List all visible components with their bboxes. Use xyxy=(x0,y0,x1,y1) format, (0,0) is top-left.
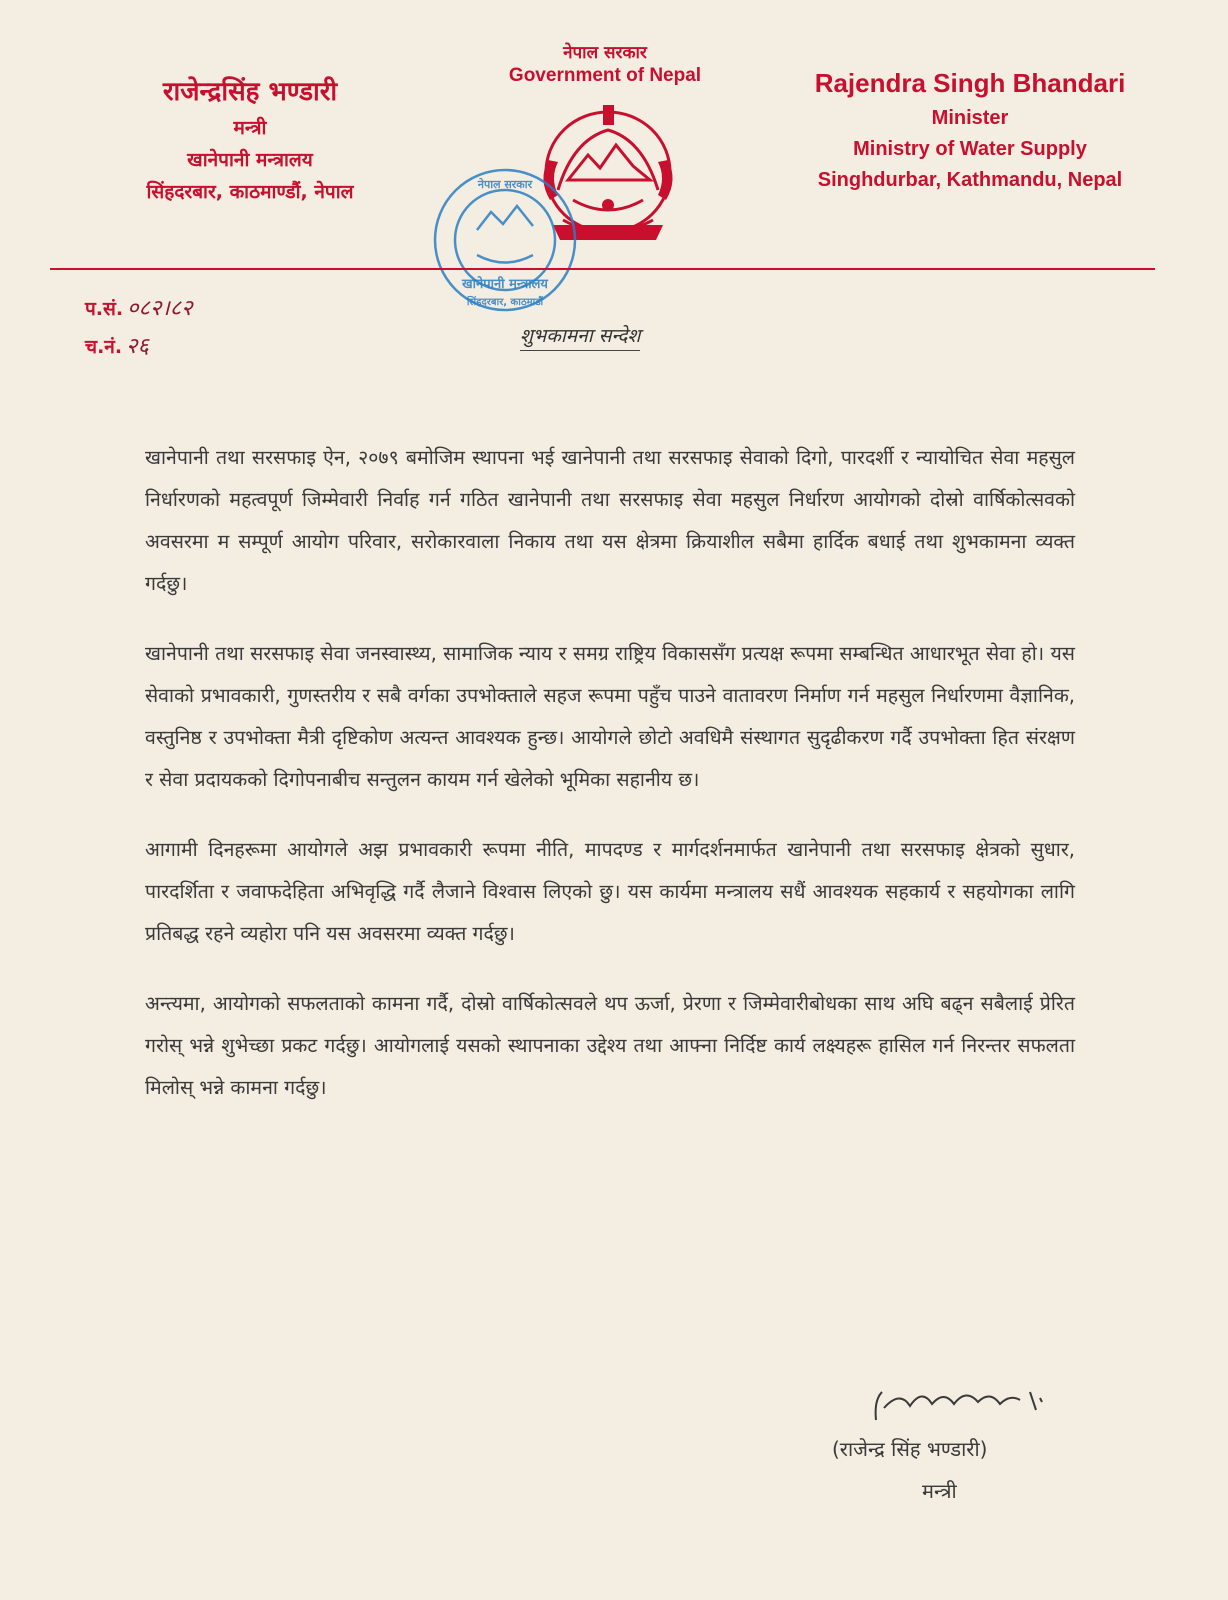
reference-number-value: ०८२।८२ xyxy=(127,296,193,321)
dispatch-number-label: च.नं. xyxy=(85,336,123,358)
government-nepali: नेपाल सरकार xyxy=(563,43,647,63)
body-paragraph: खानेपानी तथा सरसफाइ सेवा जनस्वास्थ्य, सामाजिक न्याय र समग्र राष्ट्रिय विकाससँग प्रत्यक्ष रूपमा सम्बन्धित आधारभूत सेवा हो। यस सेवाको प्रभावकारी, गुणस्तरीय र सबै वर्गका उपभोक्ताले सहज रूपमा पहुँच पाउने वातावरण निर्माण गर्न महसुल निर्धारणमा वैज्ञानिक, वस्तुनिष्ठ र उपभोक्ता मैत्री दृष्टिकोण अत्यन्त आवश्यक हुन्छ। आयोगले छोटो अवधिमै संस्थागत सुदृढीकरण गर्दै उपभोक्ता हित संरक्षण र सेवा प्रदायकको दिगोपनाबीच सन्तुलन कायम गर्न खेलेको भूमिका सहानीय छ। xyxy=(145,642,1075,791)
minister-name-nepali: राजेन्द्रसिंह भण्डारी xyxy=(162,77,338,107)
stamp-middle-text: खानेपानी मन्त्रालय xyxy=(462,277,548,292)
minister-title-english: Minister xyxy=(931,107,1009,129)
address-english: Singhdurbar, Kathmandu, Nepal xyxy=(817,169,1123,191)
minister-title-nepali: मन्त्री xyxy=(233,117,267,139)
signatory-title: मन्त्री xyxy=(922,1479,957,1503)
ministry-name-english: Ministry of Water Supply xyxy=(853,138,1087,160)
signatory-name: (राजेन्द्र सिंह भण्डारी) xyxy=(832,1437,988,1461)
handwritten-signature-icon xyxy=(870,1380,1050,1430)
body-paragraph: आगामी दिनहरूमा आयोगले अझ प्रभावकारी रूपमा नीति, मापदण्ड र मार्गदर्शनमार्फत खानेपानी तथा सरसफाइ क्षेत्रको सुधार, पारदर्शिता र जवाफदेहिता अभिवृद्धि गर्दै लैजाने विश्वास लिएको छु। यस कार्यमा मन्त्रालय सधैं आवश्यक सहकार्य र सहयोगका लागि प्रतिबद्ध रहने व्यहोरा पनि यस अवसरमा व्यक्त गर्दछु। xyxy=(145,838,1075,945)
stamp-top-text: नेपाल सरकार xyxy=(477,178,533,191)
body-paragraph: अन्त्यमा, आयोगको सफलताको कामना गर्दै, दोस्रो वार्षिकोत्सवले थप ऊर्जा, प्रेरणा र जिम्मेवारीबोधका साथ अघि बढ्न सबैलाई प्रेरित गरोस् भन्ने शुभेच्छा प्रकट गर्दछु। आयोगलाई यसको स्थापनाका उद्देश्य तथा आफ्ना निर्दिष्ट कार्य लक्ष्यहरू हासिल गर्न निरन्तर सफलता मिलोस् भन्ने कामना गर्दछु। xyxy=(145,992,1075,1099)
letter-subject: शुभकामना सन्देश xyxy=(520,322,640,351)
body-paragraph: खानेपानी तथा सरसफाइ ऐन, २०७९ बमोजिम स्थापना भई खानेपानी तथा सरसफाइ सेवाको दिगो, पारदर्शी र न्यायोचित सेवा महसुल निर्धारणको महत्वपूर्ण जिम्मेवारी निर्वाह गर्न गठित खानेपानी तथा सरसफाइ सेवा महसुल निर्धारण आयोगको दोस्रो वार्षिकोत्सवको अवसरमा म सम्पूर्ण आयोग परिवार, सरोकारवाला निकाय तथा यस क्षेत्रमा क्रियाशील सबैमा हार्दिक बधाई तथा शुभकामना व्यक्त गर्दछु। xyxy=(145,446,1075,595)
ministry-name-nepali: खानेपानी मन्त्रालय xyxy=(187,149,313,171)
dispatch-number xyxy=(85,330,149,360)
letterhead-center xyxy=(470,40,740,87)
letter-body xyxy=(145,437,1075,1137)
letterhead-divider xyxy=(50,268,1155,270)
stamp-bottom-text: सिंहदरबार, काठमाडौं xyxy=(466,297,544,308)
reference-number xyxy=(85,292,193,322)
dispatch-number-value: २६ xyxy=(126,334,149,359)
ministry-stamp-icon xyxy=(425,160,585,320)
letterhead-left xyxy=(90,72,410,204)
letterhead-right xyxy=(780,68,1160,192)
government-english: Government of Nepal xyxy=(508,65,702,86)
reference-number-label: प.सं. xyxy=(85,298,124,320)
address-nepali: सिंहदरबार, काठमाण्डौं, नेपाल xyxy=(146,181,354,203)
minister-name-english: Rajendra Singh Bhandari xyxy=(814,68,1126,98)
